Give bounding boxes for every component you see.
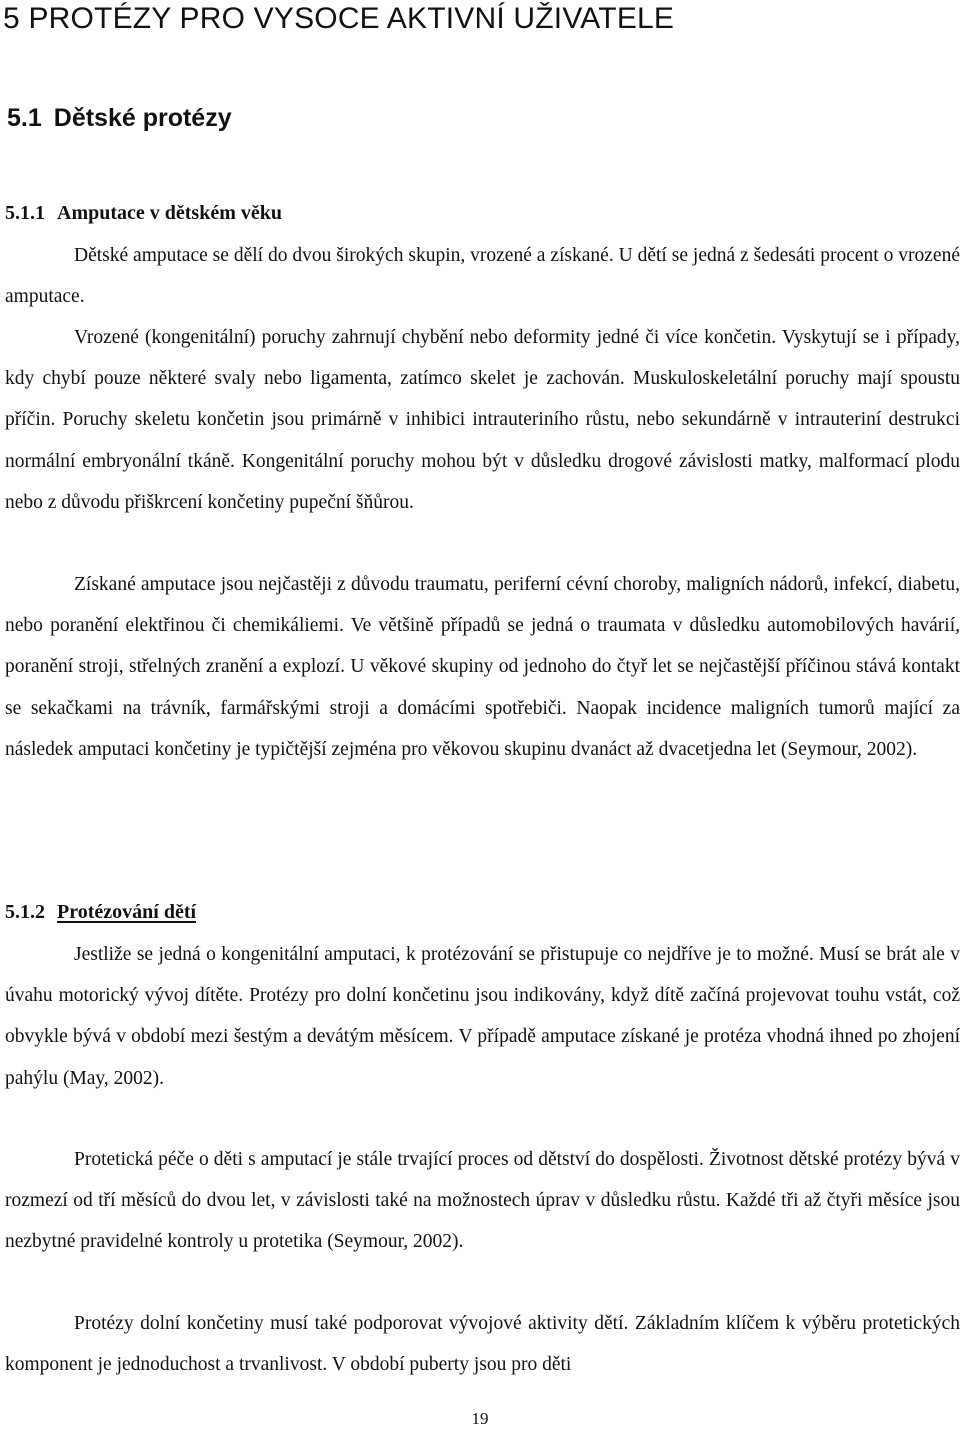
subsection-heading-1 [5,202,282,225]
subsection-title-2: Protézování dětí [57,901,197,923]
paragraph: Vrozené (kongenitální) poruchy zahrnují chybění nebo deformity jedné či více končetin. Vyskytují se i případy, kdy chybí pouze některé svaly nebo ligamenta, zatímco skelet je zachován. Muskuloskeletální poruchy mají spoustu příčin. Poruchy skeletu končetin jsou primárně v inhibici intrauteriního růstu, nebo sekundárně v intrauteriní destrukci normální embryonální tkáně. Kongenitální poruchy mohou být v důsledku drogové závislosti matky, malformací plodu nebo z důvodu přiškrcení končetiny pupeční šňůrou. [5,327,960,513]
paragraph: Dětské amputace se dělí do dvou širokých skupin, vrozené a získané. U dětí se jedná z šedesáti procent o vrozené amputace. [5,245,960,308]
chapter-title: PROTÉZY PRO VYSOCE AKTIVNÍ UŽIVATELE [28,2,675,35]
paragraph: Protetická péče o děti s amputací je stále trvající proces od dětství do dospělosti. Životnost dětské protézy bývá v rozmezí od tří měsíců do dvou let, v závislosti také na možnostech úprav v důsledku růstu. Každé tři až čtyři měsíce jsou nezbytné pravidelné kontroly u protetika (Seymour, 2002). [5,1149,960,1253]
page-number: 19 [471,1409,489,1428]
paragraph: Jestliže se jedná o kongenitální amputaci, k protézování se přistupuje co nejdříve je to možné. Musí se brát ale v úvahu motorický vývoj dítěte. Protézy pro dolní končetinu jsou indikovány, když dítě začíná projevovat touhu vstát, což obvykle bývá v období mezi šestým a devátým měsícem. V případě amputace získané je protéza vhodná ihned po zhojení pahýlu (May, 2002). [5,944,960,1089]
subsection-heading-2 [5,901,196,924]
section-number: 5.1 [7,104,42,132]
section-title: Dětské protézy [53,104,232,132]
paragraph: Protézy dolní končetiny musí také podporovat vývojové aktivity dětí. Základním klíčem k výběru protetických komponent je jednoduchost a trvanlivost. V období puberty jsou pro děti [5,1313,960,1376]
subsection-number-2: 5.1.2 [5,901,45,923]
chapter-number: 5 [3,2,20,35]
section-heading [7,104,232,133]
paragraph: Získané amputace jsou nejčastěji z důvodu traumatu, periferní cévní choroby, maligních nádorů, infekcí, diabetu, nebo poranění elektřinou či chemikáliemi. Ve většině případů se jedná o traumata v důsledku automobilových havárií, poranění stroji, střelných zranění a explozí. U věkové skupiny od jednoho do čtyř let se nejčastější příčinou stává kontakt se sekačkami na trávník, farmářskými stroji a domácími spotřebiči. Naopak incidence maligních tumorů mající za následek amputaci končetiny je typičtější zejména pro věkovou skupinu dvanáct až dvacetjedna let (Seymour, 2002). [5,574,960,760]
subsection-number-1: 5.1.1 [5,202,45,224]
chapter-heading [3,2,674,36]
subsection-title-1: Amputace v dětském věku [57,202,282,224]
